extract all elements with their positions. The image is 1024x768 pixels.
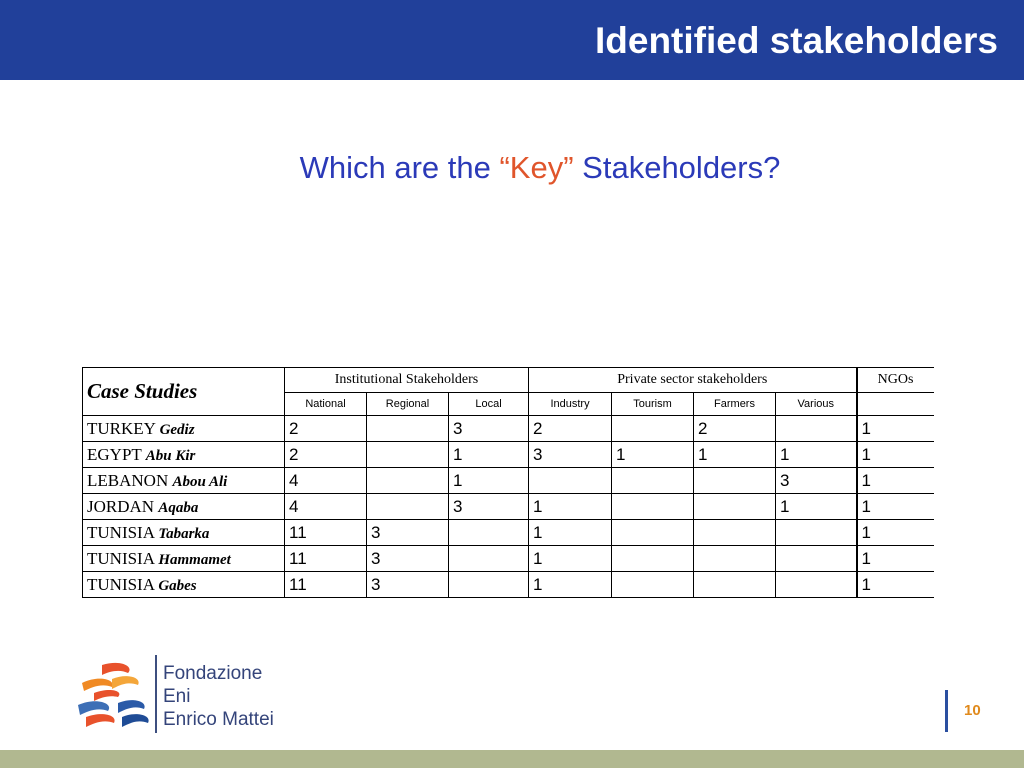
subtitle-prefix: Which are the [299, 150, 500, 185]
page-number-divider [945, 690, 948, 732]
value-cell: 3 [449, 494, 529, 520]
value-cell [776, 572, 857, 598]
site-name: Tabarka [158, 525, 210, 542]
site-name: Gabes [158, 577, 197, 594]
fondazione-eni-logo-icon [72, 655, 162, 735]
value-cell [694, 468, 776, 494]
site-name: Gediz [159, 421, 195, 438]
value-cell: 1 [857, 442, 934, 468]
question-subtitle [0, 150, 1024, 186]
table-row [83, 416, 934, 442]
value-cell: 1 [612, 442, 694, 468]
value-cell: 1 [857, 494, 934, 520]
stakeholder-table [82, 367, 934, 598]
value-cell [694, 546, 776, 572]
institutional-group-header: Institutional Stakeholders [285, 368, 529, 393]
country-name: TUNISIA [87, 574, 155, 594]
country-name: EGYPT [87, 444, 142, 464]
value-cell: 1 [694, 442, 776, 468]
value-cell [612, 520, 694, 546]
logo-line-fondazione: Fondazione [163, 663, 263, 684]
value-cell: 1 [449, 442, 529, 468]
value-cell [367, 494, 449, 520]
case-study-cell [83, 468, 285, 494]
value-cell [449, 546, 529, 572]
col-header-tourism: Tourism [612, 393, 694, 416]
table-body [83, 416, 934, 598]
value-cell: 1 [857, 416, 934, 442]
value-cell: 1 [857, 546, 934, 572]
country-name: TURKEY [87, 418, 156, 438]
value-cell [367, 468, 449, 494]
country-name: TUNISIA [87, 522, 155, 542]
value-cell: 1 [776, 494, 857, 520]
table-row [83, 546, 934, 572]
value-cell: 11 [285, 572, 367, 598]
site-name: Hammamet [158, 551, 231, 568]
table-row [83, 494, 934, 520]
logo-wordmark [163, 662, 274, 731]
value-cell [367, 416, 449, 442]
value-cell: 1 [529, 572, 612, 598]
logo-divider [155, 655, 157, 733]
value-cell [367, 442, 449, 468]
value-cell [612, 546, 694, 572]
col-header-national: National [285, 393, 367, 416]
value-cell [612, 416, 694, 442]
col-header-industry: Industry [529, 393, 612, 416]
table-row [83, 520, 934, 546]
value-cell: 3 [367, 546, 449, 572]
table-row [83, 442, 934, 468]
value-cell: 1 [776, 442, 857, 468]
case-study-cell [83, 572, 285, 598]
country-name: LEBANON [87, 470, 169, 490]
col-header-ngos [857, 393, 934, 416]
col-header-local: Local [449, 393, 529, 416]
value-cell [694, 494, 776, 520]
value-cell: 1 [857, 468, 934, 494]
value-cell [776, 546, 857, 572]
country-name: TUNISIA [87, 548, 155, 568]
value-cell [776, 520, 857, 546]
value-cell [449, 572, 529, 598]
ngos-group-header: NGOs [857, 368, 934, 393]
value-cell: 11 [285, 520, 367, 546]
value-cell: 3 [776, 468, 857, 494]
case-studies-header: Case Studies [83, 368, 285, 416]
footer-bar [0, 750, 1024, 768]
value-cell [694, 520, 776, 546]
logo-line-eni: Eni [163, 686, 191, 707]
page-number: 10 [964, 702, 981, 719]
col-header-various: Various [776, 393, 857, 416]
value-cell [612, 468, 694, 494]
case-study-cell [83, 494, 285, 520]
value-cell: 3 [367, 572, 449, 598]
site-name: Abu Kir [145, 447, 196, 464]
table-row [83, 572, 934, 598]
case-study-cell [83, 416, 285, 442]
value-cell [612, 572, 694, 598]
value-cell [694, 572, 776, 598]
value-cell: 1 [529, 520, 612, 546]
value-cell: 3 [529, 442, 612, 468]
value-cell: 4 [285, 494, 367, 520]
value-cell: 2 [694, 416, 776, 442]
col-header-regional: Regional [367, 393, 449, 416]
value-cell: 1 [449, 468, 529, 494]
value-cell: 1 [529, 494, 612, 520]
site-name: Aqaba [158, 499, 199, 516]
value-cell: 11 [285, 546, 367, 572]
case-study-cell [83, 546, 285, 572]
case-study-cell [83, 442, 285, 468]
subtitle-suffix: Stakeholders? [573, 150, 781, 185]
value-cell [776, 416, 857, 442]
value-cell: 1 [529, 546, 612, 572]
value-cell [449, 520, 529, 546]
value-cell: 2 [285, 416, 367, 442]
group-header-row [83, 368, 934, 393]
col-header-farmers: Farmers [694, 393, 776, 416]
logo-line-enrico-mattei: Enrico Mattei [163, 709, 274, 730]
value-cell: 2 [529, 416, 612, 442]
case-study-cell [83, 520, 285, 546]
value-cell [612, 494, 694, 520]
value-cell: 4 [285, 468, 367, 494]
value-cell: 1 [857, 520, 934, 546]
value-cell: 1 [857, 572, 934, 598]
value-cell: 3 [367, 520, 449, 546]
subtitle-key-word: “Key” [499, 150, 574, 185]
private-sector-group-header: Private sector stakeholders [529, 368, 857, 393]
value-cell [529, 468, 612, 494]
country-name: JORDAN [87, 496, 155, 516]
slide-title: Identified stakeholders [595, 20, 998, 61]
site-name: Abou Ali [172, 473, 228, 490]
table-row [83, 468, 934, 494]
value-cell: 3 [449, 416, 529, 442]
value-cell: 2 [285, 442, 367, 468]
